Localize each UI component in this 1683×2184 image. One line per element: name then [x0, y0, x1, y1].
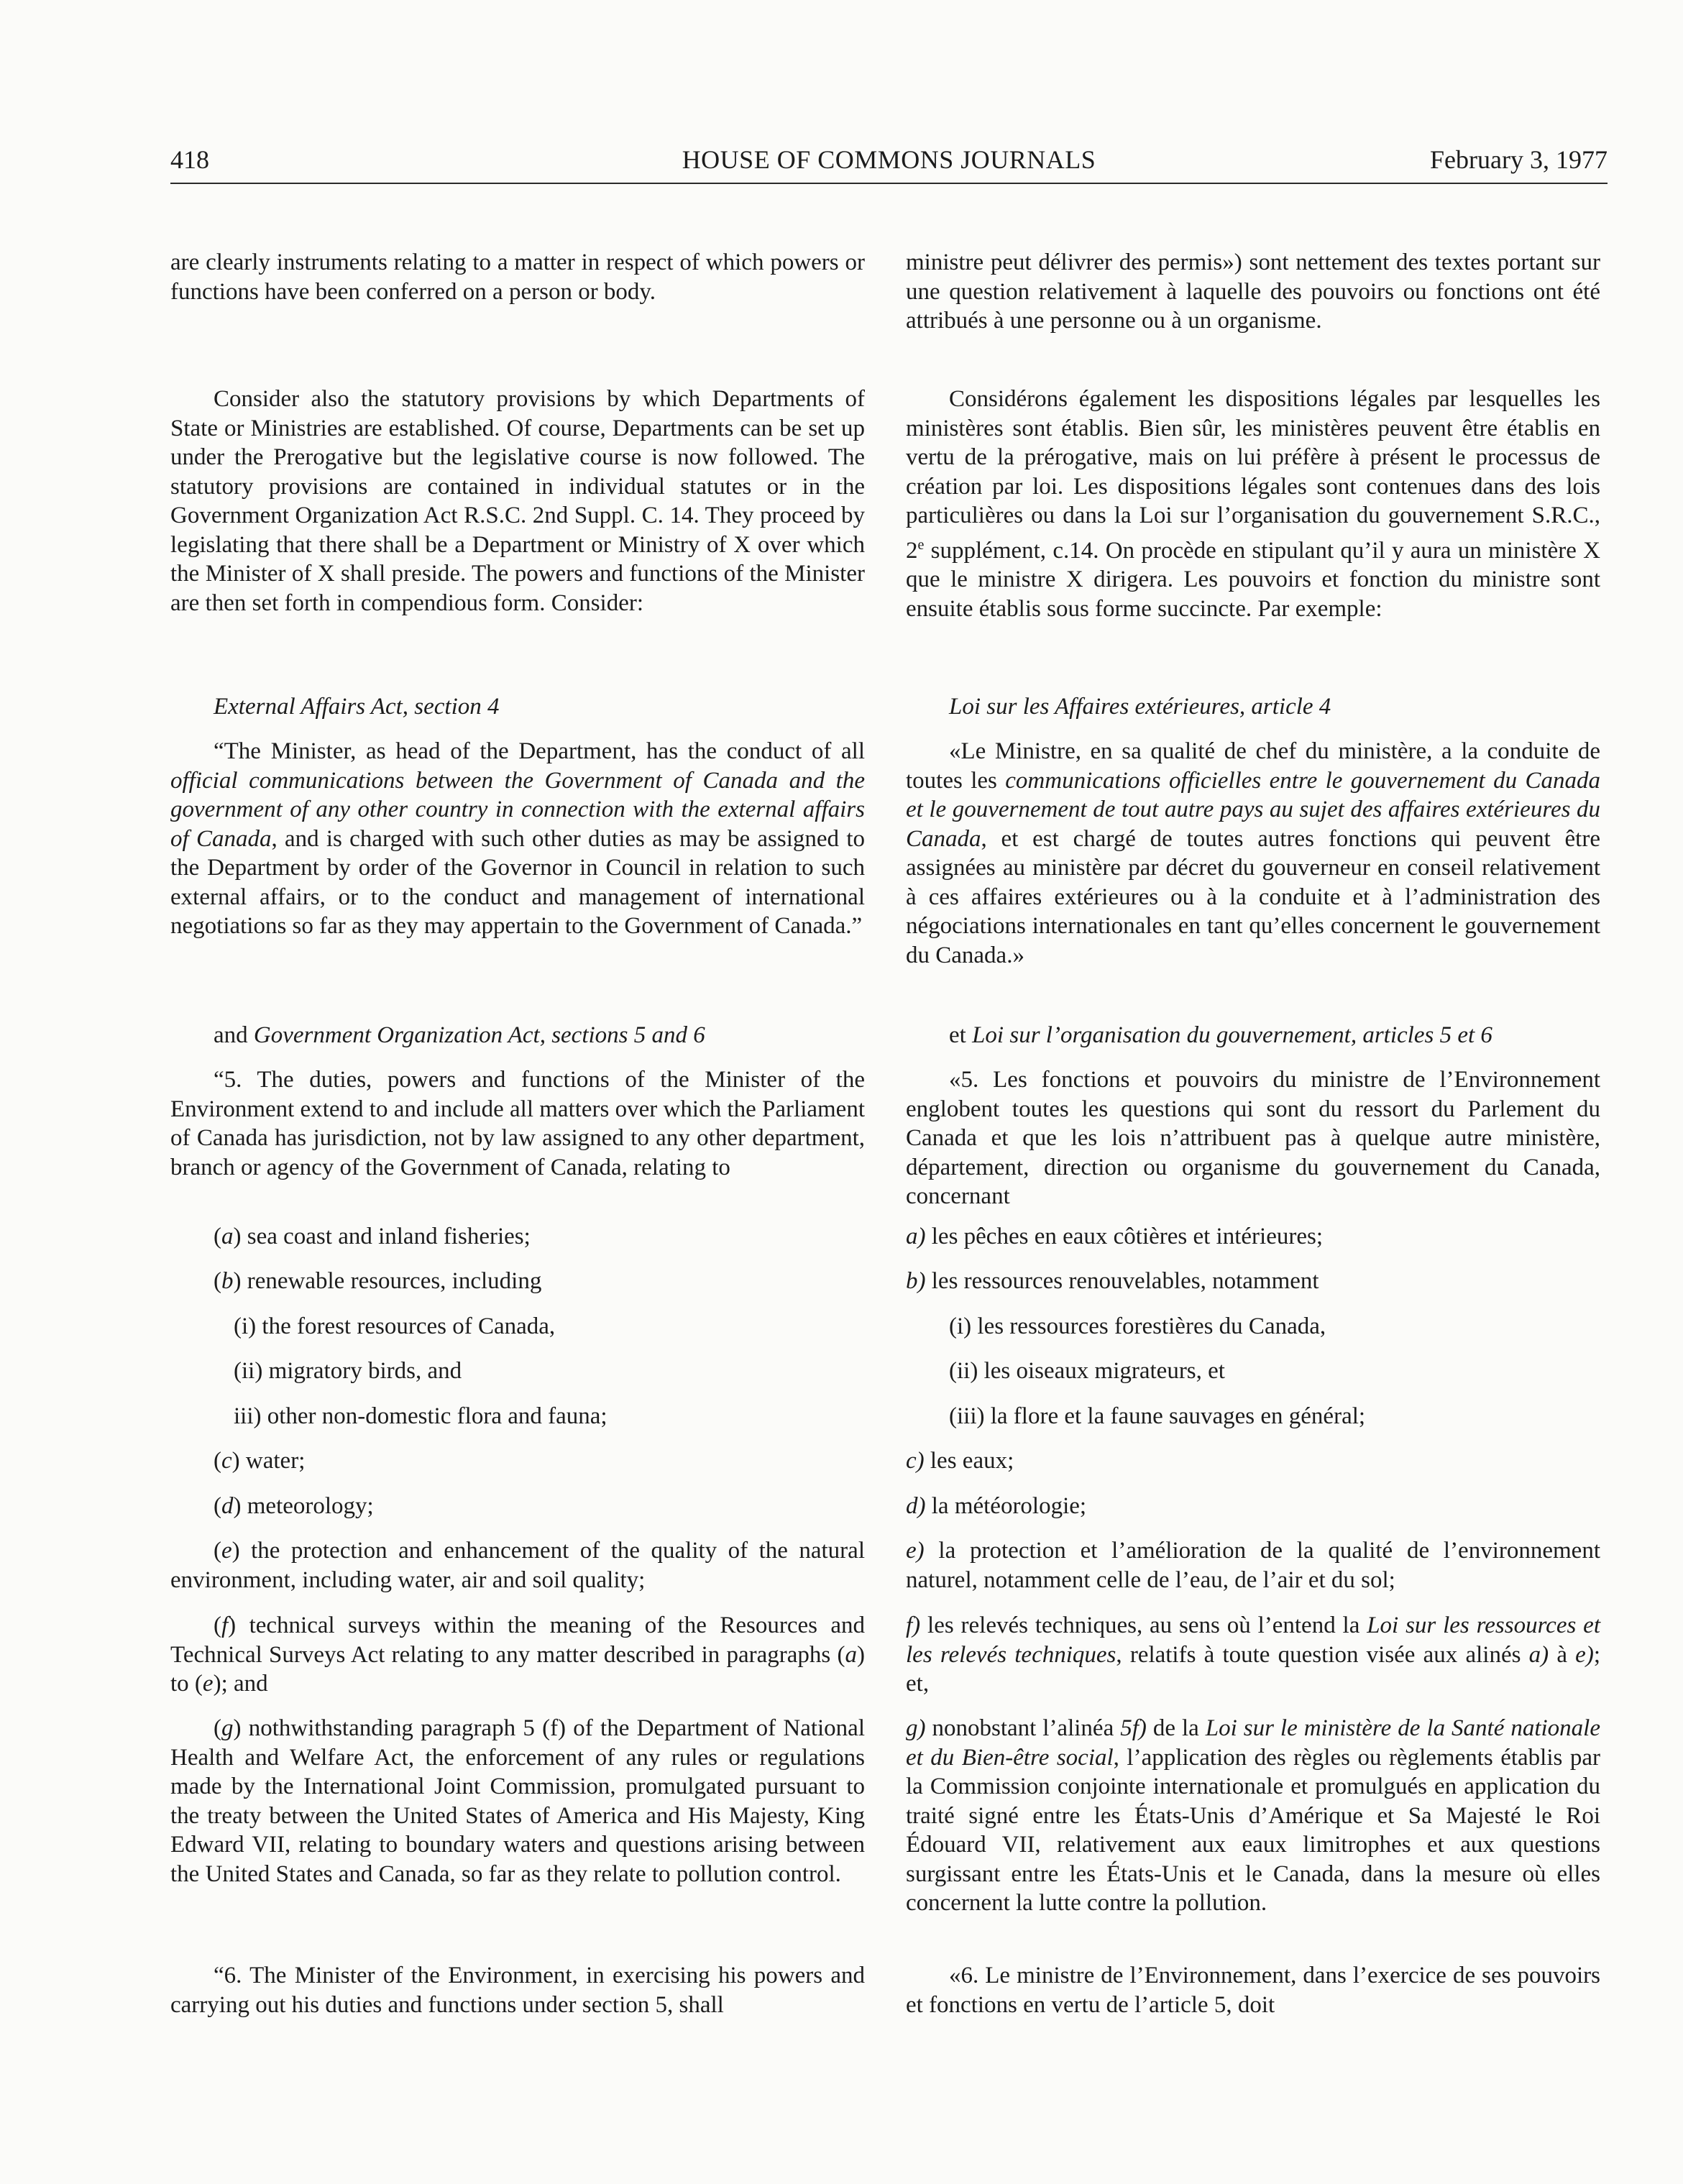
item-g: (g) nothwithstanding paragraph 5 (f) of the Department of National Health and Welfare Act, the enforcement of any rules or regulations made by the International Joint Commission, promulgated pursuant to the treaty between the United States of America and His Majesty, King Edward VII, relating to boundary waters and questions arising between the United States and Canada, so far as they relate to pollution control.	[170, 1715, 865, 1887]
alinea-b: b) les ressources renouvelables, notamment	[906, 1268, 1319, 1294]
paragraph-statutory-provisions: Consider also the statutory provisions by which Departments of State or Ministries are established. Of course, Departments can be set up under the Prerogative but the legislative course is now followed. The statutory provisions are contained in individual statutes or in the Government Organization Act R.S.C. 2nd Suppl. C. 14. They proceed by legislating that there shall be a Department or Ministry of X over which the Minister of X shall preside. The powers and functions of the Minister are then set forth in compendious form. Consider:	[170, 386, 865, 616]
item-b-i: (i) the forest resources of Canada,	[234, 1313, 556, 1339]
alinea-b-iii: (iii) la flore et la faune sauvages en général;	[949, 1403, 1366, 1429]
item-c: (c) water;	[214, 1448, 306, 1474]
quote-affaires-exterieures: «Le Ministre, en sa qualité de chef du ministère, a la conduite de toutes les communications officielles entre le gouvernement du Canada et le gouvernement de tout autre pays au sujet des affaires extérieures du Canada, et est chargé de toutes autres fonctions qui peuvent être assignées au ministère par décret du gouverneur en conseil relativement à ces affaires extérieures ou à la conduite et à l’administration des négociations internationales en tant qu’elles concernent le gouvernement du Canada.»	[906, 738, 1601, 968]
heading-loi-organisation-gouvernement: et Loi sur l’organisation du gouvernement, articles 5 et 6	[949, 1022, 1492, 1048]
item-b-ii: (ii) migratory birds, and	[234, 1358, 462, 1384]
section-6: “6. The Minister of the Environment, in exercising his powers and carrying out his duties and functions under section 5, shall	[170, 1963, 865, 2018]
alinea-b-ii: (ii) les oiseaux migrateurs, et	[949, 1358, 1225, 1384]
french-column	[906, 0, 1600, 2184]
heading-loi-affaires-exterieures: Loi sur les Affaires extérieures, article 4	[949, 694, 1331, 720]
heading-external-affairs-act: External Affairs Act, section 4	[214, 694, 500, 720]
paragraph-permis: ministre peut délivrer des permis») sont nettement des textes portant sur une question relativement à laquelle des pouvoirs ou fonctions ont été attribués à une personne ou à un organisme.	[906, 249, 1600, 334]
paragraph-dispositions-legales: Considérons également les dispositions légales par lesquelles les ministères sont établis. Bien sûr, les ministères peuvent être établis en vertu de la prérogative, mais on lui préfère à présent le processus de création par loi. Les dispositions légales sont contenues dans des lois particulières ou dans la Loi sur l’organisation du gouvernement S.R.C., 2e supplément, c.14. On procède en stipulant qu’il y aura un ministère X que le ministre X dirigera. Les pouvoirs et fonction du ministre sont ensuite établis sous forme succincte. Par exemple:	[906, 386, 1600, 622]
item-b-iii: iii) other non-domestic flora and fauna;	[234, 1403, 607, 1429]
alinea-c: c) les eaux;	[906, 1448, 1014, 1474]
alinea-a: a) les pêches en eaux côtières et intérieures;	[906, 1224, 1323, 1249]
article-6: «6. Le ministre de l’Environnement, dans l’exercice de ses pouvoirs et fonctions en vertu de l’article 5, doit	[906, 1963, 1600, 2018]
alinea-e: e) la protection et l’amélioration de la qualité de l’environnement naturel, notamment celle de l’eau, de l’air et du sol;	[906, 1538, 1600, 1593]
journal-date: February 3, 1977	[1430, 145, 1608, 174]
alinea-b-i: (i) les ressources forestières du Canada,	[949, 1313, 1326, 1339]
alinea-f: f) les relevés techniques, au sens où l’entend la Loi sur les ressources et les relevés techniques, relatifs à toute question visée aux alinés a) à e); et,	[906, 1612, 1600, 1697]
quote-external-affairs: “The Minister, as head of the Department, has the conduct of all official communications between the Government of Canada and the government of any other country in connection with the external affairs of Canada, and is charged with such other duties as may be assigned to the Department by order of the Governor in Council in relation to such external affairs, or to the conduct and management of international negotiations so far as they may appertain to the Government of Canada.”	[170, 738, 865, 939]
item-d: (d) meteorology;	[214, 1493, 374, 1519]
heading-government-organization-act: and Government Organization Act, sections 5 and 6	[214, 1022, 705, 1048]
item-e: (e) the protection and enhancement of the quality of the natural environment, including water, air and soil quality;	[170, 1538, 865, 1593]
paragraph-instruments: are clearly instruments relating to a matter in respect of which powers or functions have been conferred on a person or body.	[170, 249, 865, 305]
item-b: (b) renewable resources, including	[214, 1268, 542, 1294]
page-number: 418	[170, 145, 209, 174]
item-f: (f) technical surveys within the meaning of the Resources and Technical Surveys Act relating to any matter described in paragraphs (a) to (e); and	[170, 1612, 865, 1697]
alinea-d: d) la météorologie;	[906, 1493, 1087, 1519]
article-5-intro: «5. Les fonctions et pouvoirs du ministre de l’Environnement englobent toutes les questions qui sont du ressort du Parlement du Canada et que les lois n’attribuent pas à quelque autre ministère, département, direction ou organisme du gouvernement du Canada, concernant	[906, 1067, 1600, 1209]
english-column	[170, 0, 865, 2184]
journal-title: HOUSE OF COMMONS JOURNALS	[682, 145, 1096, 174]
alinea-g: g) nonobstant l’alinéa 5f) de la Loi sur le ministère de la Santé nationale et du Bien-être social, l’application des règles ou règlements établis par la Commission conjointe internationale et promulgués en application du traité signé entre les États-Unis d’Amérique et Sa Majesté le Roi Édouard VII, relativement aux eaux limitrophes et aux questions surgissant entre les États-Unis et le Canada, dans la mesure où elles concernent la lutte contre la pollution.	[906, 1715, 1600, 1916]
section-5-intro: “5. The duties, powers and functions of the Minister of the Environment extend to and include all matters over which the Parliament of Canada has jurisdiction, not by law assigned to any other department, branch or agency of the Government of Canada, relating to	[170, 1067, 865, 1180]
item-a: (a) sea coast and inland fisheries;	[214, 1224, 531, 1249]
